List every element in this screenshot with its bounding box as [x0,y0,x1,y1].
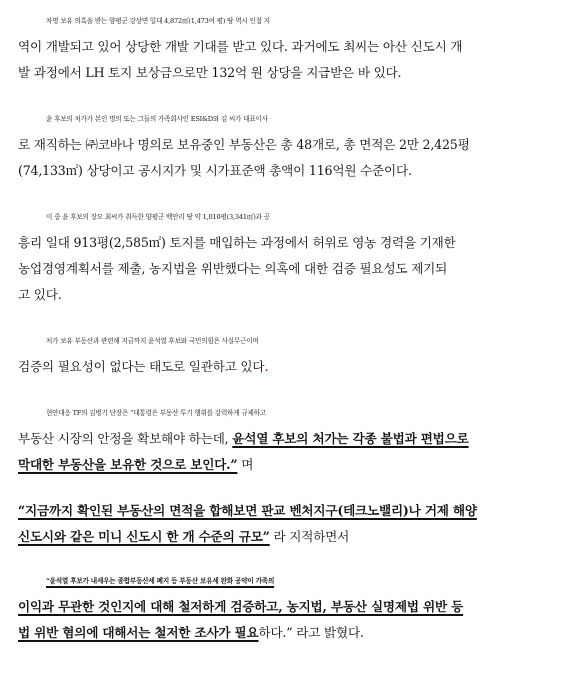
paragraph-line [18,498,556,524]
paragraph-line [18,594,556,620]
paragraph-denial [18,328,556,380]
highlighted-quote: 신도시와 같은 미니 신도시 한 개 수준의 규모” [18,529,270,544]
paragraph-line [18,568,556,594]
paragraph-verification-quote [18,568,556,646]
paragraph-line: 발 과정에서 LH 토지 보상금으로만 132억 원 상당을 지급받은 바 있다. [18,65,402,80]
highlighted-quote: 윤석열 후보의 처가는 각종 불법과 편법으로 [232,431,469,446]
paragraph-tf-statement [18,400,556,478]
highlighted-quote: 이익과 무관한 것인지에 대해 철저하게 검증하고, 농지법, 부동산 실명제법 위반 등 [18,599,464,614]
paragraph-farmland-law [18,204,556,308]
paragraph-land-suspicion [18,8,556,86]
paragraph-line: 이 중 윤 후보의 장모 최씨가 취득한 양평군 백안리 땅 약 1,010평(3,341㎡)과 공 [46,213,270,221]
highlighted-quote: “지금까지 확인된 부동산의 면적을 합해보면 판교 벤처지구(테크노밸리)나 거제 해양 [18,503,477,518]
paragraph-text: 며 [237,457,254,472]
paragraph-line: 처가 보유 부동산과 관련해 지금까지 윤석열 후보와 국민의힘은 사실무근이며 [46,337,259,345]
paragraph-line [18,426,556,452]
paragraph-line: 농업경영계획서를 제출, 농지법을 위반했다는 의혹에 대한 검증 필요성도 제기되 [18,261,448,276]
highlighted-quote: 법 위반 혐의에 대해서는 철저한 조사가 필요 [18,625,259,640]
paragraph-text: 검증의 필요성이 없다는 태도로 일관하고 있다 [18,359,265,374]
paragraph-text: 부동산 시장의 안정을 확보해야 하는데, [18,431,233,446]
paragraph-line [18,620,556,646]
paragraph-text: 라 지적하면서 [269,529,350,544]
paragraph-line [18,524,556,550]
paragraph-line: (74,133㎡) 상당이고 공시지가 및 시가표준액 총액이 116억원 수준이다. [18,163,412,178]
paragraph-text: 하다.” 라고 밝혔다. [258,625,364,640]
paragraph-line: 차명 보유 의혹을 받는 양평군 강상면 일대 4,872㎡(1,473여 평) 땅 역시 인접 지 [46,17,270,25]
paragraph-line [18,452,556,478]
paragraph-line: 현안대응 TF의 김병기 단장은 “대통령은 부동산 투기 행위를 강력하게 규제하고 [46,409,267,417]
red-period: . [264,359,269,374]
highlighted-quote: 막대한 부동산을 보유한 것으로 보인다.” [18,457,238,472]
paragraph-line: 윤 후보의 처가가 본인 명의 또는 그들의 가족회사인 ESI&D와 김 씨가 대표이사 [46,115,268,123]
highlighted-quote: “윤석열 후보가 내세우는 종합부동산세 폐지 등 부동산 보유세 완화 공약이 가족의 [46,577,275,585]
paragraph-scale-quote [18,498,556,550]
paragraph-line: 흥리 일대 913평(2,585㎡) 토지를 매입하는 과정에서 허위로 영농 경력을 기재한 [18,235,456,250]
paragraph-line: 역이 개발되고 있어 상당한 개발 기대를 받고 있다. 과거에도 최씨는 아산 신도시 개 [18,39,463,54]
paragraph-line: 로 재직하는 ㈜코바나 명의로 보유중인 부동산은 총 48개로, 총 면적은 2만 2,425평 [18,137,470,152]
paragraph-property-holdings [18,106,556,184]
paragraph-line [18,354,556,380]
paragraph-line: 고 있다. [18,287,62,302]
